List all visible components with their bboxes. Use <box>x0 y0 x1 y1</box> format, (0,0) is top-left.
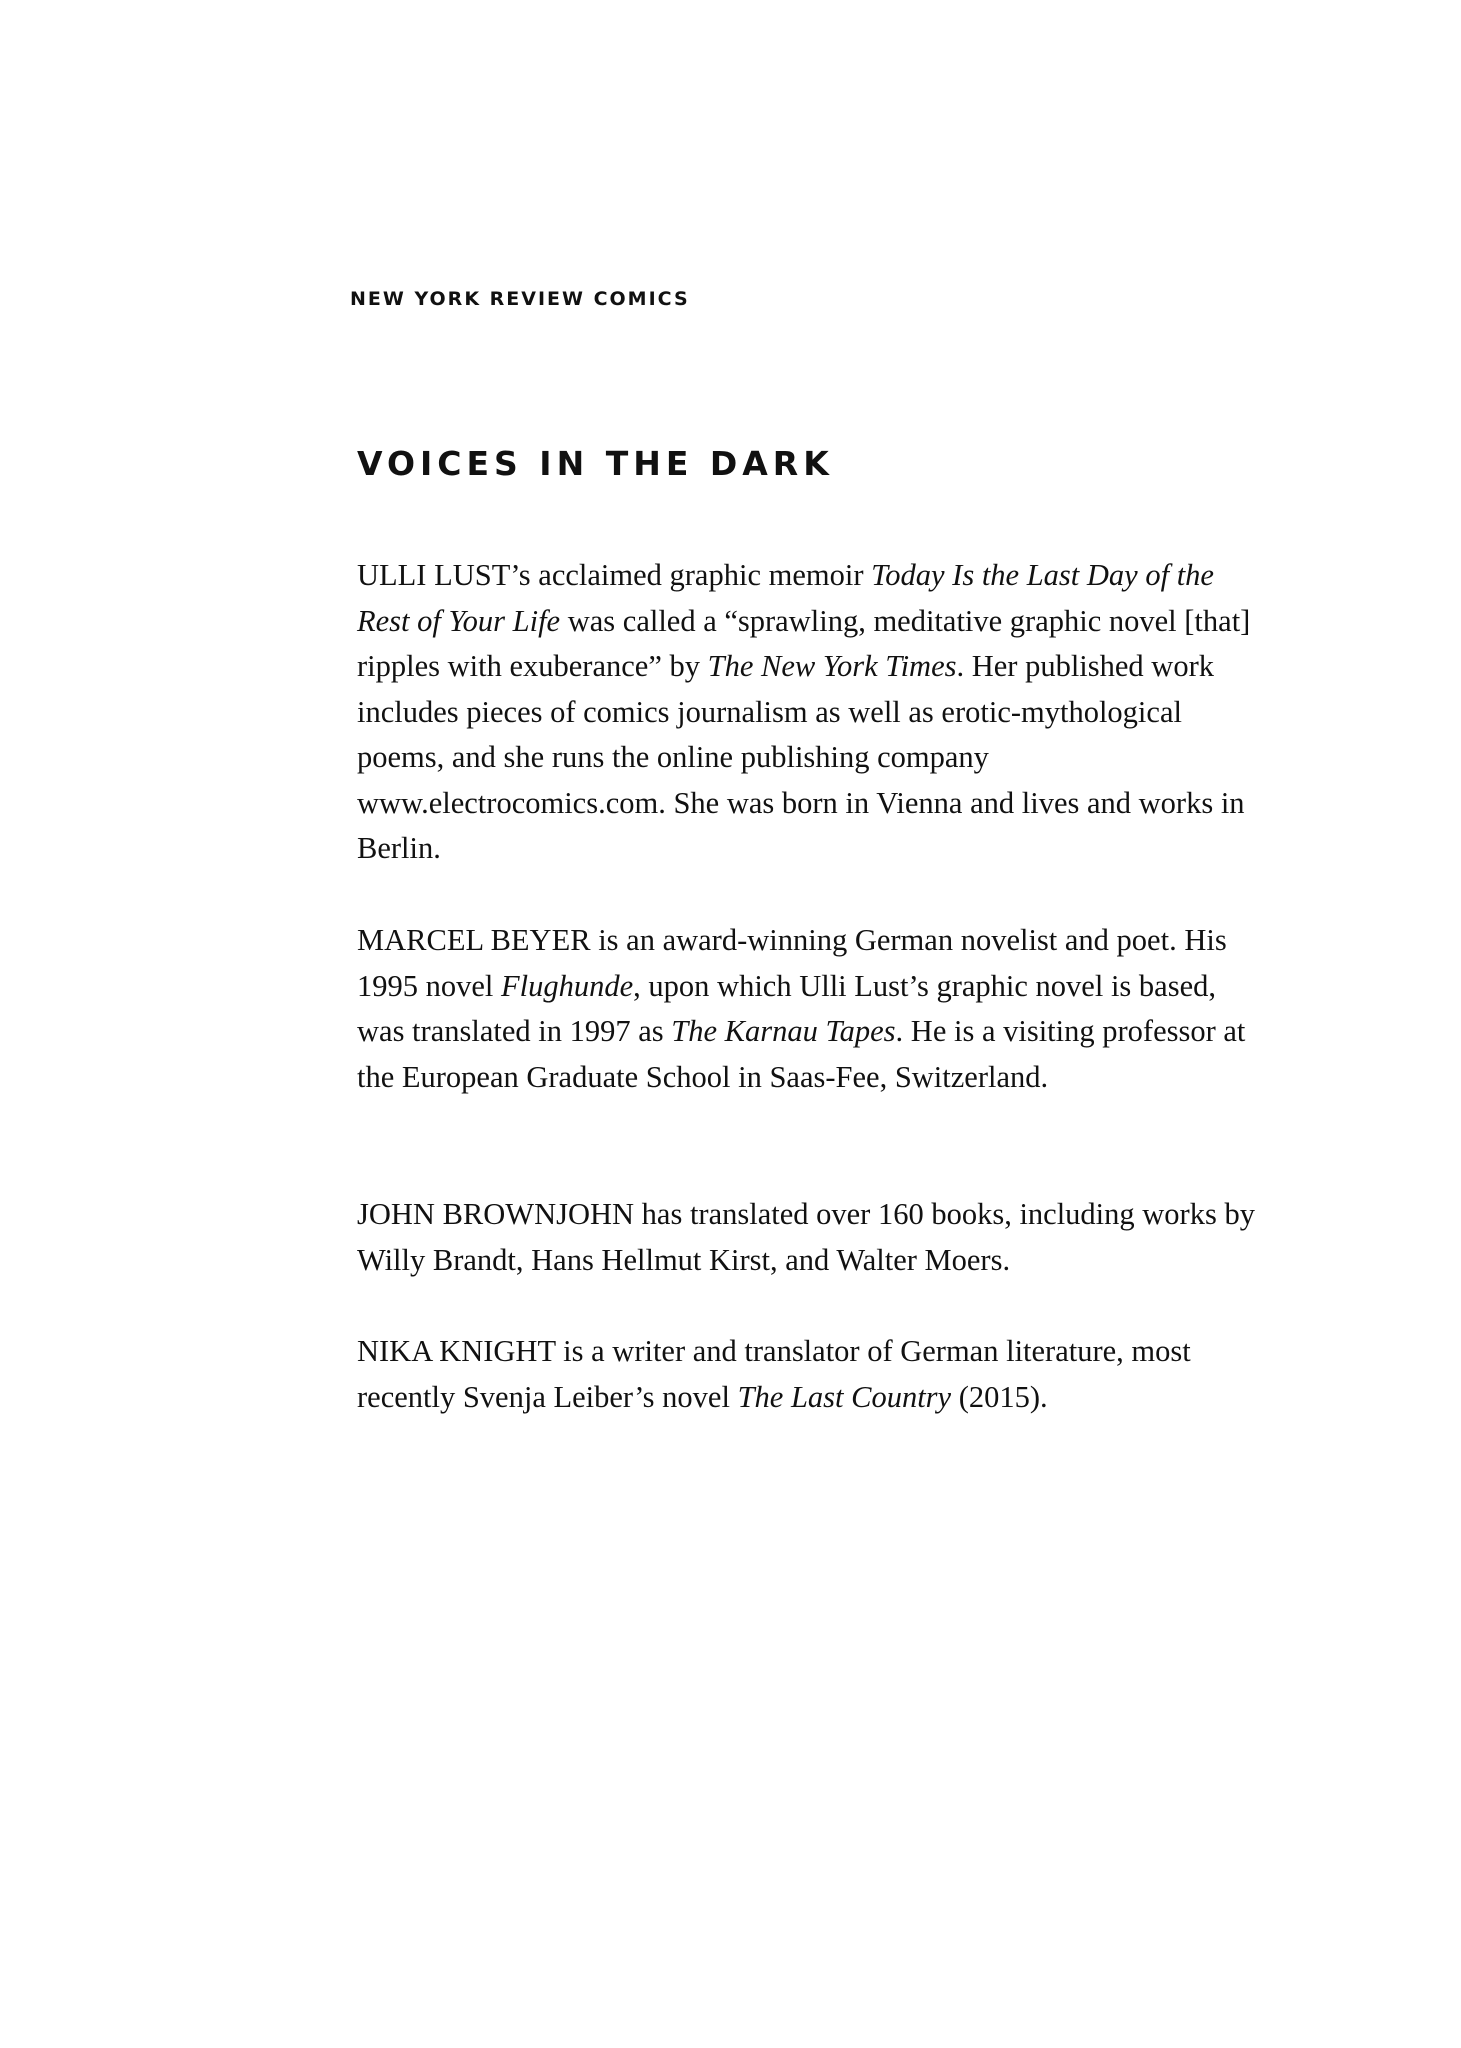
book-title: The Last Country <box>737 1379 952 1414</box>
bio-text: ’s acclaimed graphic memoir <box>510 558 872 592</box>
bio-text: is an award-winning German novelist and poet. His 1995 novel <box>357 923 1227 1003</box>
page-title: VOICES IN THE DARK <box>357 444 834 483</box>
bio-text: is a writer and translator of German literature, most recently Svenja Leiber’s novel <box>357 1334 1191 1414</box>
bio-text: has translated over 160 books, including works by Willy Brandt, Hans Hellmut Kirst, and Walter Moers. <box>357 1197 1255 1277</box>
bio-name: MARCEL BEYER <box>357 923 591 957</box>
bio-ulli-lust <box>357 553 1257 872</box>
bio-text: (2015). <box>951 1379 1048 1414</box>
bio-name: ULLI LUST <box>357 558 511 592</box>
book-title: The Karnau Tapes <box>671 1014 896 1048</box>
bio-marcel-beyer <box>357 918 1257 1100</box>
bio-text: . Her published work includes pieces of comics journalism as well as erotic-mythological poems, and she runs the online publishing company www.electrocomics.com. She was born in Vienna and lives and works in Berlin. <box>357 649 1245 865</box>
bio-name: JOHN BROWNJOHN <box>357 1197 635 1231</box>
bio-text: was called a “sprawling, meditative graphic novel [that] ripples with exuberance” by <box>357 603 1251 683</box>
book-title: Today Is the Last Day of the Rest of Your Life <box>357 558 1214 638</box>
bio-text: , upon which Ulli Lust’s graphic novel is based, was translated in 1997 as <box>357 968 1216 1048</box>
bio-john-brownjohn <box>357 1192 1257 1283</box>
bio-nika-knight <box>357 1329 1257 1420</box>
publication-title: The New York Times <box>707 649 957 683</box>
bio-name: NIKA KNIGHT <box>357 1334 556 1368</box>
bio-text: . He is a visiting professor at the European Graduate School in Saas-Fee, Switzerland. <box>357 1014 1246 1094</box>
book-title: Flughunde <box>501 968 634 1003</box>
series-name: NEW YORK REVIEW COMICS <box>350 288 690 310</box>
